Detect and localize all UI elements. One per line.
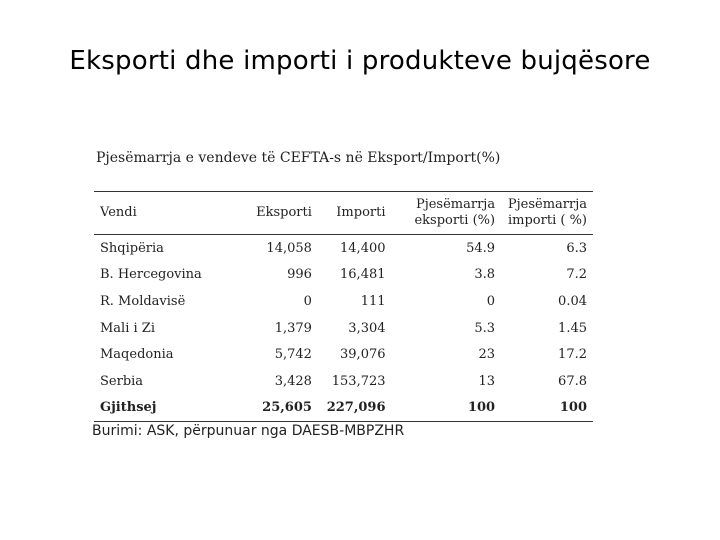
table-total-row — [94, 395, 593, 422]
cell-export: 0 — [303, 293, 312, 309]
cell-import: 111 — [360, 293, 386, 309]
header-country: Vendi — [94, 192, 239, 235]
cell-import: 39,076 — [340, 347, 386, 363]
cell-total-import: 227,096 — [318, 395, 392, 422]
header-import-share-text: Pjesëmarrja importi ( %) — [507, 197, 587, 228]
cell-export-share: 54.9 — [466, 240, 496, 256]
table-row — [94, 262, 593, 289]
table-caption: Pjesëmarrja e vendeve të CEFTA-s në Eksport/Import(%) — [96, 150, 501, 166]
cell-export: 1,379 — [274, 320, 312, 336]
cell-import-share: 17.2 — [558, 347, 587, 363]
cell-total-export-share: 100 — [392, 395, 502, 422]
table-row — [94, 341, 593, 368]
cell-import-share: 1.45 — [558, 320, 587, 336]
cell-total-label: Gjithsej — [94, 395, 239, 422]
cell-export-share: 23 — [478, 347, 496, 363]
cell-country: Shqipëria — [100, 240, 164, 256]
cell-export-share: 13 — [478, 373, 496, 389]
cell-export-share: 0 — [486, 293, 496, 309]
header-export-share-text: Pjesëmarrja eksporti (%) — [414, 197, 496, 228]
cell-export-share: 5.3 — [474, 320, 496, 336]
table-row — [94, 288, 593, 315]
cell-export-share: 3.8 — [474, 267, 496, 283]
table-row — [94, 368, 593, 395]
cell-export: 14,058 — [266, 240, 312, 256]
cell-import: 14,400 — [340, 240, 386, 256]
table-row — [94, 235, 593, 262]
cell-import-share: 6.3 — [566, 240, 587, 256]
header-import-share — [501, 192, 593, 235]
cell-country: Maqedonia — [100, 347, 174, 363]
cell-export: 3,428 — [274, 373, 312, 389]
cell-total-export: 25,605 — [239, 395, 317, 422]
cell-export: 996 — [287, 267, 312, 283]
cell-import: 16,481 — [340, 267, 386, 283]
cell-import-share: 7.2 — [566, 267, 587, 283]
cell-import: 3,304 — [348, 320, 386, 336]
table-header-row — [94, 192, 593, 235]
cell-country: Mali i Zi — [100, 320, 155, 336]
header-export-share — [392, 192, 502, 235]
cell-import-share: 0.04 — [558, 293, 587, 309]
cell-country: Serbia — [100, 373, 144, 389]
header-import: Importi — [318, 192, 392, 235]
cell-import: 153,723 — [331, 373, 386, 389]
cell-export: 5,742 — [274, 347, 312, 363]
cell-country: R. Moldavisë — [100, 293, 186, 309]
cell-total-import-share: 100 — [501, 395, 593, 422]
table-row — [94, 315, 593, 342]
cell-country: B. Hercegovina — [100, 267, 202, 283]
slide-title: Eksporti dhe importi i produkteve bujqësore — [69, 46, 651, 76]
cefta-trade-table — [94, 191, 593, 422]
cell-import-share: 67.8 — [558, 373, 587, 389]
source-note: Burimi: ASK, përpunuar nga DAESB-MBPZHR — [92, 423, 405, 439]
header-export: Eksporti — [239, 192, 317, 235]
